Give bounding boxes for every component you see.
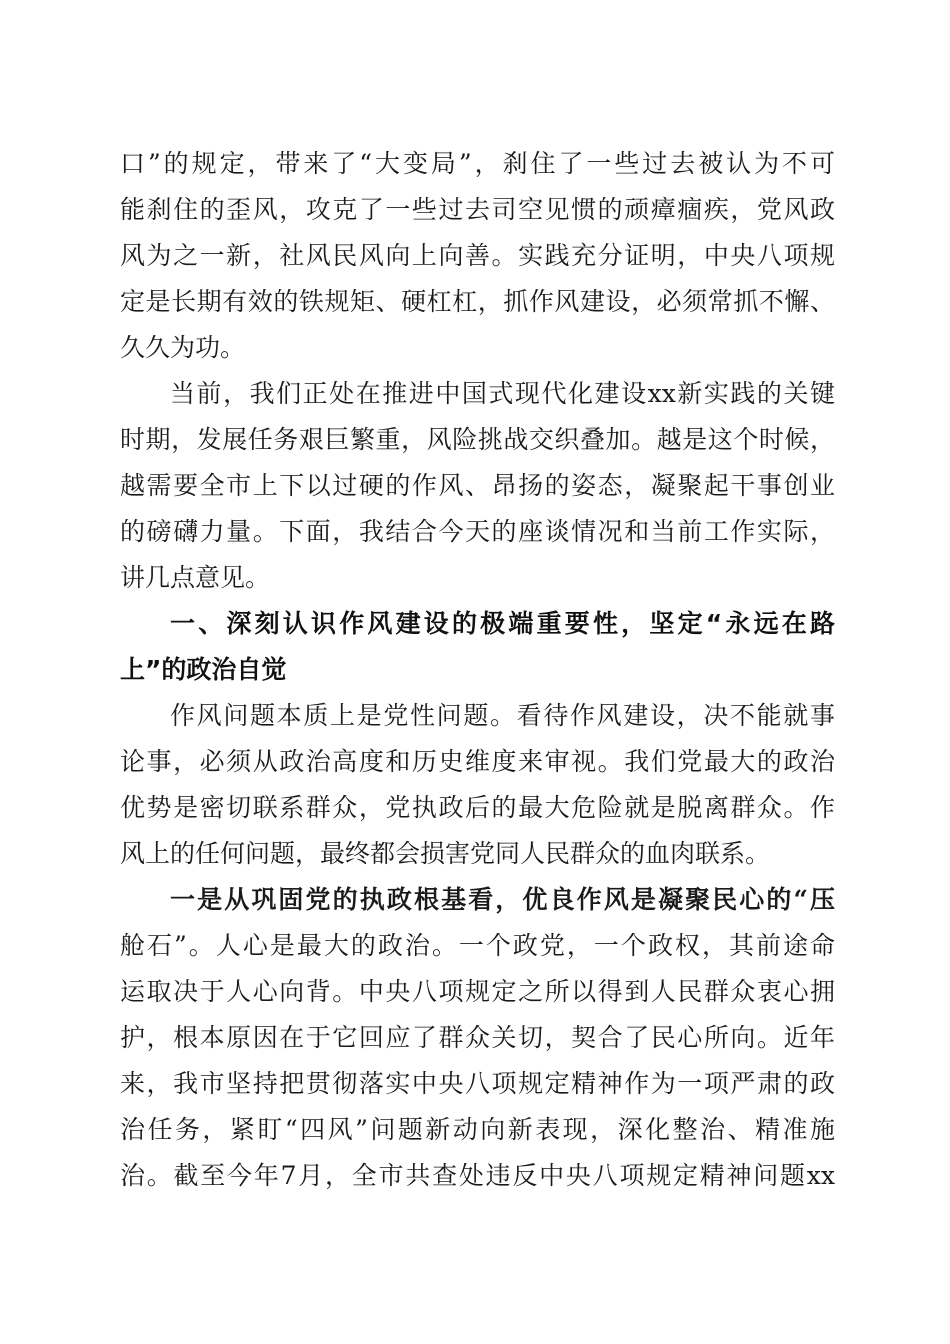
body-text-line: 治任务，紧盯“四风”问题新动向新表现，深化整治、精准施	[120, 1115, 835, 1144]
body-text-line: 讲几点意见。	[120, 563, 271, 592]
body-text-line: 舱石”。人心是最大的政治。一个政党，一个政权，其前途命	[120, 931, 835, 960]
body-text-line: 口”的规定，带来了“大变局”，刹住了一些过去被认为不可	[120, 149, 835, 178]
body-text-line: 运取决于人心向背。中央八项规定之所以得到人民群众衷心拥	[120, 977, 835, 1006]
paragraph-first-line: 当前，我们正处在推进中国式现代化建设xx新实践的关键	[170, 379, 835, 408]
subpoint-first-line: 一是从巩固党的执政根基看，优良作风是凝聚民心的“压	[170, 885, 835, 914]
body-text-line: 的磅礴力量。下面，我结合今天的座谈情况和当前工作实际，	[120, 517, 835, 546]
paragraph-first-line: 作风问题本质上是党性问题。看待作风建设，决不能就事	[170, 701, 835, 730]
body-text-line: 越需要全市上下以过硬的作风、昂扬的姿态，凝聚起干事创业	[120, 471, 835, 500]
body-text-line: 治。截至今年7月，全市共查处违反中央八项规定精神问题xx	[120, 1161, 835, 1190]
body-text-line: 风上的任何问题，最终都会损害党同人民群众的血肉联系。	[120, 839, 771, 868]
section-heading: 一、深刻认识作风建设的极端重要性，坚定“永远在路	[170, 609, 835, 638]
section-heading-continued: 上”的政治自觉	[120, 655, 287, 684]
body-text-line: 能刹住的歪风，攻克了一些过去司空见惯的顽瘴痼疾，党风政	[120, 195, 835, 224]
body-text-line: 风为之一新，社风民风向上向善。实践充分证明，中央八项规	[120, 241, 835, 270]
body-text-line: 定是长期有效的铁规矩、硬杠杠，抓作风建设，必须常抓不懈、	[120, 287, 835, 316]
body-text-line: 时期，发展任务艰巨繁重，风险挑战交织叠加。越是这个时候，	[120, 425, 835, 454]
body-text-line: 久久为功。	[120, 333, 246, 362]
body-text-line: 优势是密切联系群众，党执政后的最大危险就是脱离群众。作	[120, 793, 835, 822]
body-text-line: 护，根本原因在于它回应了群众关切，契合了民心所向。近年	[120, 1023, 835, 1052]
body-text-line: 来，我市坚持把贯彻落实中央八项规定精神作为一项严肃的政	[120, 1069, 835, 1098]
body-text-line: 论事，必须从政治高度和历史维度来审视。我们党最大的政治	[120, 747, 835, 776]
